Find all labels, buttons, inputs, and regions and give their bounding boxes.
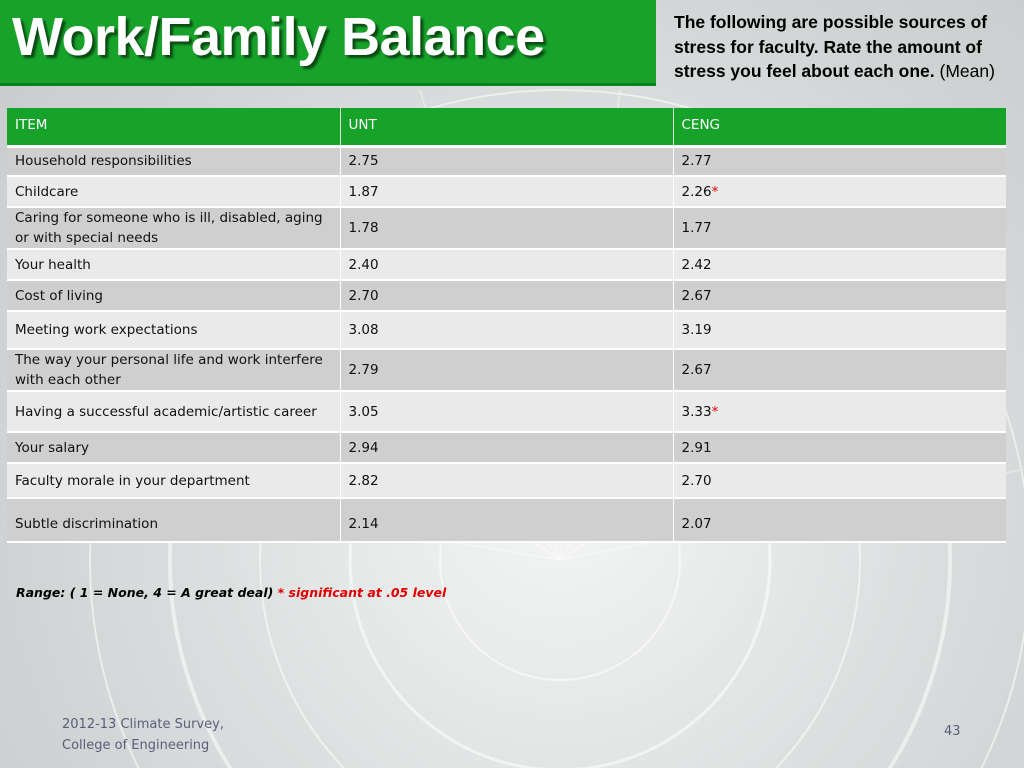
title-bar (0, 0, 656, 86)
footer-source (62, 714, 224, 756)
table-header-row (7, 108, 1006, 146)
footer-line-2: College of Engineering (62, 738, 210, 753)
table-row (7, 432, 1006, 463)
header-unt: UNT (340, 108, 673, 146)
ceng-cell (673, 463, 1006, 498)
ceng-value: 2.07 (681, 515, 712, 532)
unt-cell: 2.14 (340, 498, 673, 542)
item-cell: Your salary (7, 432, 340, 463)
table-row (7, 280, 1006, 311)
significance-star: * (711, 183, 719, 200)
significance-star: * (711, 403, 719, 420)
unt-cell: 1.87 (340, 176, 673, 207)
ceng-value: 2.42 (681, 256, 712, 273)
footer-line-1: 2012-13 Climate Survey, (62, 717, 224, 732)
ceng-value: 2.70 (681, 472, 712, 489)
table-row (7, 498, 1006, 542)
unt-cell: 2.40 (340, 249, 673, 280)
ceng-value: 2.67 (681, 362, 712, 378)
item-cell: Your health (7, 249, 340, 280)
unt-cell: 2.70 (340, 280, 673, 311)
ceng-value: 3.33 (681, 403, 712, 420)
ceng-cell (673, 176, 1006, 207)
ceng-value: 2.77 (681, 153, 712, 170)
ceng-value: 1.77 (681, 220, 712, 236)
ceng-value: 2.91 (681, 439, 712, 456)
table-row (7, 176, 1006, 207)
ceng-value: 2.67 (681, 287, 712, 304)
item-cell: Faculty morale in your department (7, 463, 340, 498)
ceng-cell (673, 349, 1006, 391)
subtitle-instruction: The following are possible sources of stress for faculty. Rate the amount of stress you feel about each one. (674, 12, 988, 81)
item-cell: The way your personal life and work interfere with each other (7, 349, 340, 391)
ceng-cell (673, 249, 1006, 280)
unt-cell: 1.78 (340, 207, 673, 249)
item-cell: Caring for someone who is ill, disabled, aging or with special needs (7, 207, 340, 249)
item-cell: Subtle discrimination (7, 498, 340, 542)
item-cell: Household responsibilities (7, 146, 340, 176)
ceng-cell (673, 280, 1006, 311)
subtitle-mean-label: (Mean) (939, 61, 995, 81)
ceng-value: 3.19 (681, 322, 712, 338)
ceng-cell (673, 391, 1006, 432)
ceng-cell (673, 498, 1006, 542)
stress-sources-table (7, 108, 1006, 543)
unt-cell: 2.94 (340, 432, 673, 463)
unt-cell: 2.82 (340, 463, 673, 498)
table-row (7, 146, 1006, 176)
header-ceng: CENG (673, 108, 1006, 146)
ceng-cell (673, 146, 1006, 176)
range-text: Range: ( 1 = None, 4 = A great deal) (16, 585, 274, 600)
table-row (7, 311, 1006, 349)
item-cell: Meeting work expectations (7, 311, 340, 349)
header-item: ITEM (7, 108, 340, 146)
unt-cell: 2.75 (340, 146, 673, 176)
slide-subtitle (674, 10, 1018, 84)
table-row (7, 391, 1006, 432)
item-cell: Having a successful academic/artistic career (7, 391, 340, 432)
ceng-value: 2.26 (681, 183, 712, 200)
slide-title: Work/Family Balance (12, 7, 545, 67)
ceng-cell (673, 311, 1006, 349)
ceng-cell (673, 207, 1006, 249)
range-note (16, 585, 446, 600)
item-cell: Childcare (7, 176, 340, 207)
table-row (7, 463, 1006, 498)
unt-cell: 2.79 (340, 349, 673, 391)
significance-note: * significant at .05 level (277, 585, 447, 600)
table-row (7, 207, 1006, 249)
page-number: 43 (944, 724, 961, 739)
item-cell: Cost of living (7, 280, 340, 311)
table-row (7, 249, 1006, 280)
unt-cell: 3.08 (340, 311, 673, 349)
unt-cell: 3.05 (340, 391, 673, 432)
table-row (7, 349, 1006, 391)
ceng-cell (673, 432, 1006, 463)
